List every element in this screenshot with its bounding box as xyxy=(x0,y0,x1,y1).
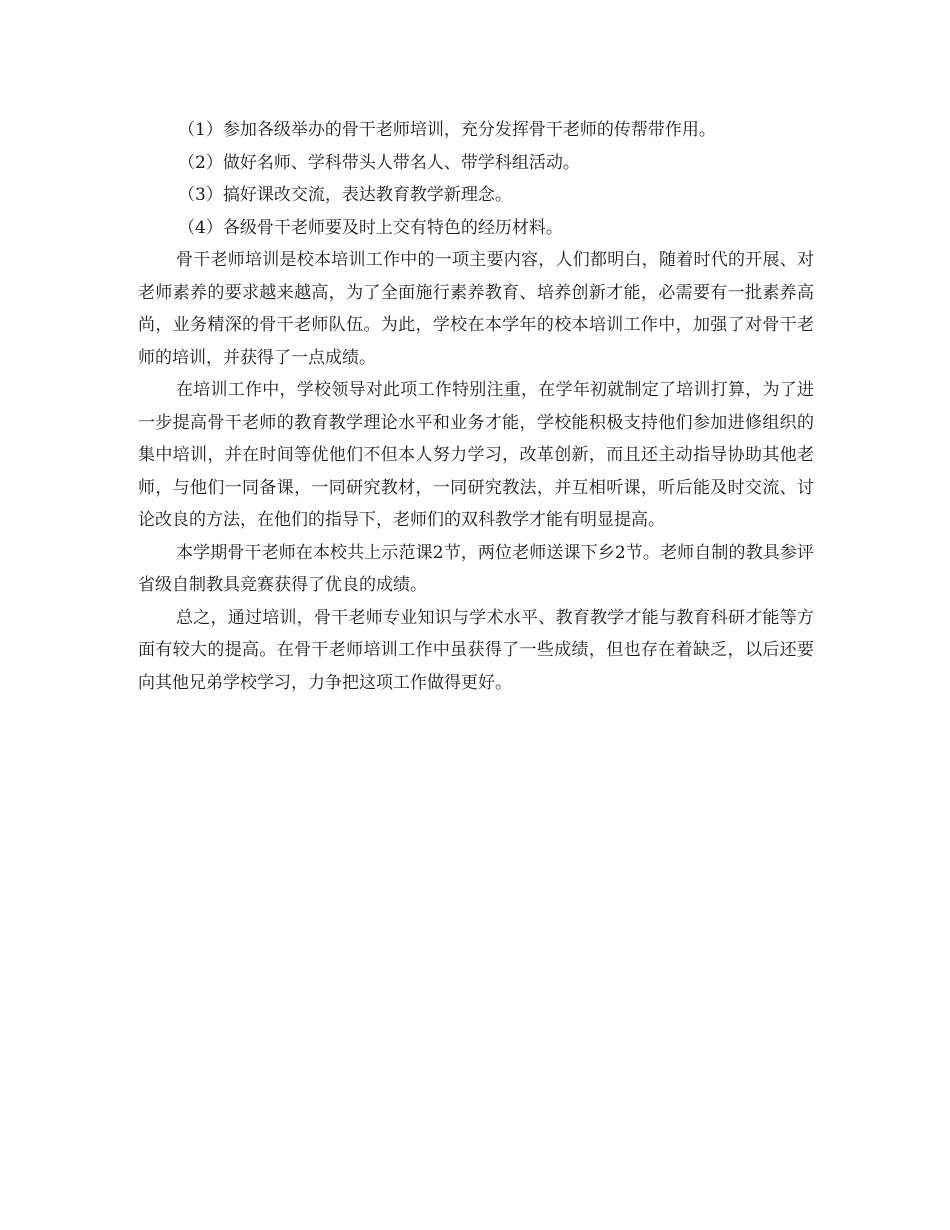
paragraph-4: 总之，通过培训，骨干老师专业知识与学术水平、教育教学才能与教育科研才能等方面有较大的提高。在骨干老师培训工作中虽获得了一些成绩，但也存在着缺乏，以后还要向其他兄弟学校学习，力争把这项工作做得更好。 xyxy=(138,607,814,693)
paragraph-3: 本学期骨干老师在本校共上示范课2节，两位老师送课下乡2节。老师自制的教具参评省级自制教具竞赛获得了优良的成绩。 xyxy=(138,542,814,595)
paragraph-2: 在培训工作中，学校领导对此项工作特别注重，在学年初就制定了培训打算，为了进一步提高骨干老师的教育教学理论水平和业务才能，学校能积极支持他们参加进修组织的集中培训，并在时间等优他们不但本人努力学习，改革创新，而且还主动指导协助其他老师，与他们一同备课，一同研究教材，一同研究教法，并互相听课，听后能及时交流、讨论改良的方法，在他们的指导下，老师们的双科教学才能有明显提高。 xyxy=(138,380,814,530)
paragraph-1: 骨干老师培训是校本培训工作中的一项主要内容，人们都明白，随着时代的开展、对老师素养的要求越来越高，为了全面施行素养教育、培养创新才能，必需要有一批素养高尚，业务精深的骨干老师队伍。为此，学校在本学年的校本培训工作中，加强了对骨干老师的培训，并获得了一点成绩。 xyxy=(138,250,814,368)
list-item-1: （1）参加各级举办的骨干老师培训，充分发挥骨干老师的传帮带作用。 xyxy=(178,120,716,140)
list-item-2: （2）做好名师、学科带头人带名人、带学科组活动。 xyxy=(178,152,580,173)
document-body xyxy=(138,114,814,699)
list-item-4: （4）各级骨干老师要及时上交有特色的经历材料。 xyxy=(178,217,563,238)
list-item-3: （3）搞好课改交流，表达教育教学新理念。 xyxy=(178,185,512,205)
